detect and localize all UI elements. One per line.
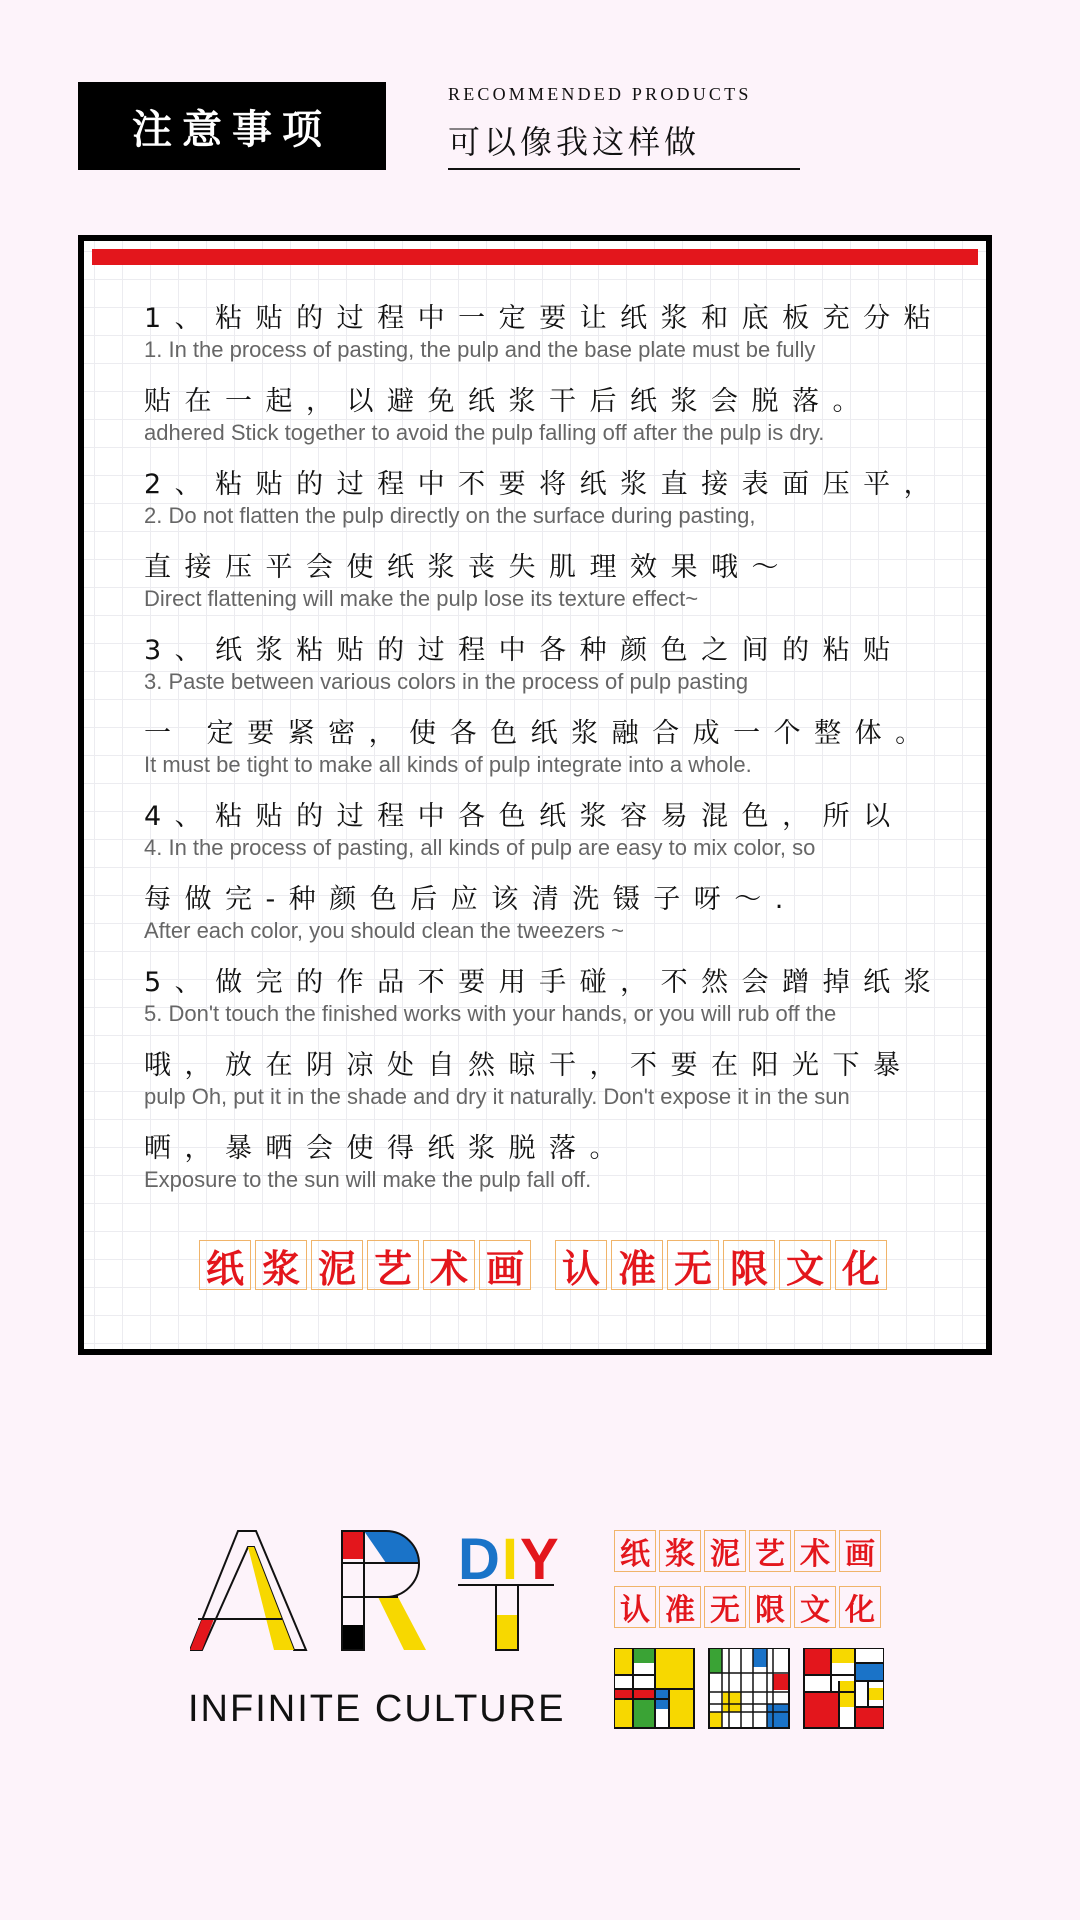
slogan-char: 纸 (199, 1240, 251, 1290)
instruction-line (144, 884, 984, 967)
instruction-line (144, 386, 984, 469)
instruction-cn: 5、做完的作品不要用手碰，不然会蹭掉纸浆 (144, 967, 945, 998)
recommended-block (448, 82, 800, 163)
instruction-cn: 晒，暴晒会使得纸浆脱落。 (144, 1133, 630, 1164)
side-slogan-char: 限 (749, 1586, 791, 1628)
instruction-cn: 1、粘贴的过程中一定要让纸浆和底板充分粘 (144, 303, 945, 334)
side-slogan-char: 准 (659, 1586, 701, 1628)
notice-title: 注意事项 (78, 82, 386, 170)
instruction-cn: 每做完-种颜色后应该清洗镊子呀～. (144, 884, 797, 915)
instruction-cn: 一 定要紧密，使各色纸浆融合成一个整体。 (144, 718, 936, 749)
instruction-line (144, 635, 984, 718)
instruction-line (144, 967, 984, 1050)
slogan-char: 文 (779, 1240, 831, 1290)
side-slogan-char: 画 (839, 1530, 881, 1572)
side-slogan-char: 艺 (749, 1530, 791, 1572)
instruction-en: adhered Stick together to avoid the pulp falling off after the pulp is dry. (144, 420, 825, 445)
side-slogan-char: 无 (704, 1586, 746, 1628)
slogan-char: 认 (555, 1240, 607, 1290)
instruction-en: 1. In the process of pasting, the pulp and the base plate must be fully (144, 337, 816, 362)
instruction-cn: 贴在一起，以避免纸浆干后纸浆会脱落。 (144, 386, 873, 417)
mondrian-tile-3 (804, 1648, 884, 1728)
instruction-cn: 2、粘贴的过程中不要将纸浆直接表面压平， (144, 469, 945, 500)
slogan-char: 术 (423, 1240, 475, 1290)
instruction-line (144, 718, 984, 801)
instruction-en: Direct flattening will make the pulp lose its texture effect~ (144, 586, 699, 611)
logo-letter-a (190, 1531, 306, 1650)
slogan-char: 画 (479, 1240, 531, 1290)
panel-red-bar (92, 249, 978, 265)
instructions-panel (78, 235, 992, 1355)
side-slogan-row-2 (614, 1586, 884, 1628)
panel-slogan (199, 1240, 891, 1290)
slogan-char: 无 (667, 1240, 719, 1290)
instruction-en: 3. Paste between various colors in the process of pulp pasting (144, 669, 749, 694)
side-slogan-char: 认 (614, 1586, 656, 1628)
instruction-cn: 3、纸浆粘贴的过程中各种颜色之间的粘贴 (144, 635, 904, 666)
slogan-char: 浆 (255, 1240, 307, 1290)
mondrian-tile-1 (614, 1648, 694, 1728)
recommended-en: RECOMMENDED PRODUCTS (448, 84, 752, 104)
instruction-cn: 哦，放在阴凉处自然晾干，不要在阳光下暴 (144, 1050, 914, 1081)
instructions-list (144, 303, 984, 1216)
logo-diy: DIY (458, 1527, 561, 1592)
side-slogan-char: 纸 (614, 1530, 656, 1572)
slogan-char: 艺 (367, 1240, 419, 1290)
side-slogan-char: 化 (839, 1586, 881, 1628)
instruction-en: Exposure to the sun will make the pulp fall off. (144, 1167, 592, 1192)
instruction-line (144, 303, 984, 386)
recommended-cn: 可以像我这样做 (448, 123, 701, 161)
instruction-line (144, 552, 984, 635)
side-slogan-char: 术 (794, 1530, 836, 1572)
slogan-char: 泥 (311, 1240, 363, 1290)
slogan-gap (535, 1240, 555, 1290)
instruction-en: After each color, you should clean the tweezers ~ (144, 918, 625, 943)
side-slogan-row-1 (614, 1530, 884, 1572)
instruction-line (144, 1050, 984, 1133)
logo-letter-r (342, 1531, 426, 1650)
header-underline (448, 168, 800, 170)
slogan-char: 限 (723, 1240, 775, 1290)
slogan-char: 化 (835, 1240, 887, 1290)
slogan-char: 准 (611, 1240, 663, 1290)
side-slogan-char: 文 (794, 1586, 836, 1628)
instruction-line (144, 801, 984, 884)
mondrian-tile-2 (709, 1648, 789, 1728)
instruction-en: 4. In the process of pasting, all kinds of pulp are easy to mix color, so (144, 835, 816, 860)
instruction-cn: 直接压平会使纸浆丧失肌理效果哦～ (144, 552, 792, 583)
instruction-cn: 4、粘贴的过程中各色纸浆容易混色，所以 (144, 801, 904, 832)
instruction-line (144, 1133, 984, 1216)
instruction-en: 2. Do not flatten the pulp directly on the surface during pasting, (144, 503, 756, 528)
mondrian-tiles (614, 1648, 884, 1732)
side-slogan-char: 泥 (704, 1530, 746, 1572)
side-slogan-char: 浆 (659, 1530, 701, 1572)
logo-subtitle: INFINITE CULTURE (188, 1688, 566, 1730)
instruction-en: 5. Don't touch the finished works with your hands, or you will rub off the (144, 1001, 837, 1026)
instruction-en: pulp Oh, put it in the shade and dry it naturally. Don't expose it in the sun (144, 1084, 850, 1109)
logo-letter-t (458, 1585, 554, 1650)
instruction-en: It must be tight to make all kinds of pulp integrate into a whole. (144, 752, 752, 777)
instruction-line (144, 469, 984, 552)
